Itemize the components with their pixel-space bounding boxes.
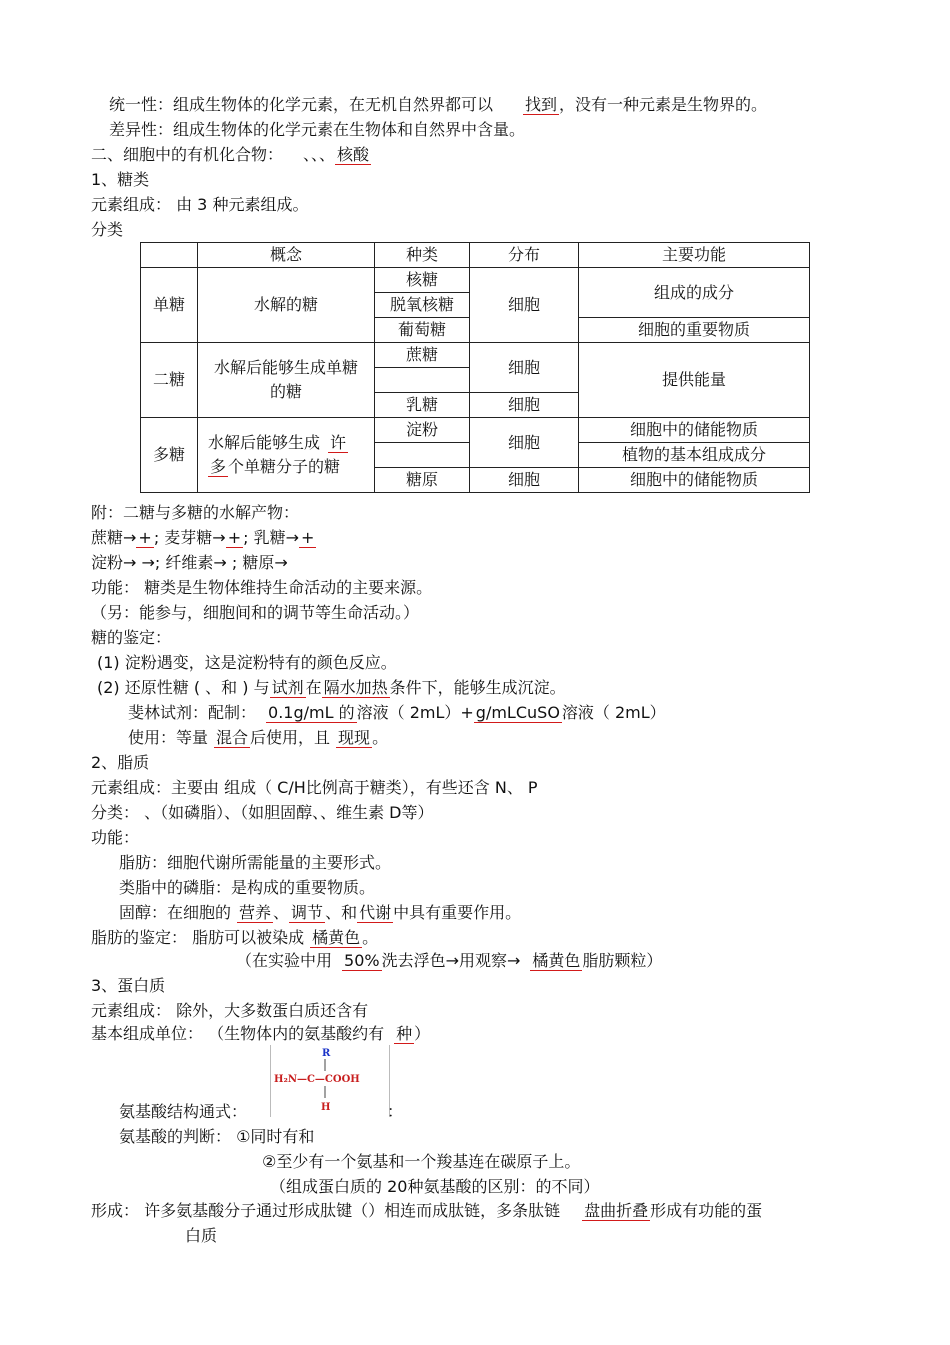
sugar-elements: 元素组成： 由 3 种元素组成。 (91, 195, 309, 214)
function-cell: 提供能量 (579, 343, 810, 418)
kind-cell (375, 368, 470, 393)
text: 蔗糖→ (91, 528, 137, 547)
distribution-cell: 细胞 (470, 468, 579, 493)
text: 统一性：组成生物体的化学元素，在无机自然界都可以 (109, 95, 494, 114)
text: 。 (362, 928, 379, 947)
text: 后使用，且 (250, 728, 331, 747)
category-cell: 单糖 (141, 268, 198, 343)
fehling-usage (128, 727, 388, 749)
distribution-cell: 细胞 (470, 343, 579, 393)
text: 溶液（ 2mL） (561, 703, 666, 722)
underlined-answer: 代谢 (359, 903, 392, 922)
text: 溶液（ 2mL）+ (356, 703, 474, 722)
header-cell: 种类 (375, 243, 470, 268)
text: 、 (273, 903, 290, 922)
appendix-line: 附：二糖与多糖的水解产物： (91, 503, 300, 522)
lipid-elements: 元素组成：主要由 组成（ C/H比例高于糖类），有些还含 N、 P (91, 778, 538, 797)
fat-identification (91, 927, 378, 949)
amino-acid-judgement: 氨基酸的判断： ①同时有和 (119, 1127, 315, 1146)
text: ; 麦芽糖→ (153, 528, 226, 547)
table-row (141, 268, 810, 293)
kind-cell: 乳糖 (375, 393, 470, 418)
text: 脂肪的鉴定： 脂肪可以被染成 (91, 928, 305, 947)
underlined-answer: 多 (210, 457, 227, 476)
disaccharide-products (91, 527, 316, 549)
reducing-sugar-test (97, 677, 566, 699)
text: 固醇：在细胞的 (119, 903, 232, 922)
kind-cell: 葡萄糖 (375, 318, 470, 343)
underlined-answer: + (301, 528, 315, 547)
text: 水解后能够生成单糖的糖 (213, 358, 358, 401)
protein-unit (91, 1023, 430, 1045)
underlined-answer: 种 (396, 1024, 413, 1043)
difference-line: 差异性：组成生物体的化学元素在生物体和自然界中含量。 (109, 120, 526, 139)
text: ，没有一种元素是生物界的。 (559, 95, 768, 114)
protein-formation-cont: 白质 (185, 1226, 218, 1245)
text: 、和 (325, 903, 358, 922)
sterol-function (119, 902, 521, 924)
sugar-identification-heading: 糖的鉴定： (91, 628, 172, 647)
heading-protein: 3、蛋白质 (91, 976, 166, 995)
function-cell: 细胞中的储能物质 (579, 468, 810, 493)
text: 水解后能够生成 (208, 433, 321, 452)
lipid-classification: 分类： 、（如磷脂）、（如胆固醇、、维生素 D等） (91, 803, 434, 822)
text: 斐林试剂：配制： (128, 703, 257, 722)
section-heading-organic (91, 144, 371, 166)
underlined-answer: 橘黄色 (532, 951, 581, 970)
underlined-answer: 核酸 (337, 145, 370, 164)
function-cell: 组成的成分 (579, 268, 810, 318)
kind-cell: 脱氧核糖 (375, 293, 470, 318)
text: 、、、 (303, 145, 336, 164)
text: 形成有功能的蛋 (650, 1201, 763, 1220)
underlined-answer: 调节 (291, 903, 324, 922)
amino-acid-difference: （组成蛋白质的 20种氨基酸的区别：的不同） (270, 1177, 600, 1196)
phospholipid-function: 类脂中的磷脂：是构成的重要物质。 (119, 878, 376, 897)
underlined-answer: 0.1g/mL 的 (268, 703, 355, 722)
underlined-answer: 现现 (338, 728, 371, 747)
sugar-classification-table (140, 242, 810, 493)
concept-cell (198, 343, 375, 418)
distribution-cell: 细胞 (470, 418, 579, 468)
category-cell: 二糖 (141, 343, 198, 418)
polysaccharide-products: 淀粉→ →; 纤维素→ ; 糖原→ (91, 553, 288, 572)
header-cell: 主要功能 (579, 243, 810, 268)
starch-test: (1) 淀粉遇变，这是淀粉特有的颜色反应。 (97, 653, 397, 672)
heading-lipid: 2、脂质 (91, 753, 150, 772)
sugar-function: 功能： 糖类是生物体维持生命活动的主要来源。 (91, 578, 433, 597)
text: （在实验中用 (236, 951, 333, 970)
underlined-answer: 盘曲折叠 (584, 1201, 649, 1220)
header-cell: 分布 (470, 243, 579, 268)
sugar-function-note: （另：能参与，细胞间和的调节等生命活动。） (91, 603, 420, 622)
kind-cell: 蔗糖 (375, 343, 470, 368)
text: ; 乳糖→ (243, 528, 300, 547)
text: (2) 还原性糖 ( 、和 ) 与 (97, 678, 270, 697)
amino-acid-formula-label (119, 1101, 403, 1123)
fat-function: 脂肪：细胞代谢所需能量的主要形式。 (119, 853, 392, 872)
kind-cell: 核糖 (375, 268, 470, 293)
amino-acid-judgement-2: ②至少有一个氨基和一个羧基连在碳原子上。 (262, 1152, 581, 1171)
formula-h: H (321, 1102, 331, 1113)
underlined-answer: 混合 (216, 728, 249, 747)
text: 基本组成单位： （生物体内的氨基酸约有 (91, 1024, 385, 1043)
underlined-answer: 找到 (525, 95, 558, 114)
header-cell: 概念 (198, 243, 375, 268)
text: 二、细胞中的有机化合物： (91, 145, 284, 164)
function-cell: 细胞中的储能物质 (579, 418, 810, 443)
text: ： (387, 1102, 404, 1121)
fehling-preparation (128, 702, 666, 724)
text: ） (414, 1024, 431, 1043)
lipid-function-heading: 功能： (91, 828, 140, 847)
text: 条件下，能够生成沉淀。 (389, 678, 566, 697)
text: 在 (305, 678, 322, 697)
underlined-answer: 营养 (239, 903, 272, 922)
text: 个单糖分子的糖 (228, 457, 341, 476)
underlined-answer: 隔水加热 (323, 678, 388, 697)
text: 。 (372, 728, 389, 747)
underlined-answer: + (138, 528, 152, 547)
protein-elements: 元素组成： 除外，大多数蛋白质还含有 (91, 1001, 369, 1020)
heading-sugar: 1、糖类 (91, 170, 150, 189)
unity-line (109, 94, 767, 116)
text: 形成： 许多氨基酸分子通过形成肽键（）相连而成肽链，多条肽链 (91, 1201, 561, 1220)
protein-formation (91, 1200, 762, 1222)
kind-cell (375, 443, 470, 468)
formula-r: R (322, 1048, 331, 1059)
category-cell: 多糖 (141, 418, 198, 493)
underlined-answer: g/mLCuSO (475, 703, 560, 722)
table-row (141, 418, 810, 443)
fat-experiment-note (236, 950, 662, 972)
distribution-cell: 细胞 (470, 268, 579, 343)
sugar-classification-label: 分类 (91, 220, 124, 239)
distribution-cell: 细胞 (470, 393, 579, 418)
text: 脂肪颗粒） (582, 951, 663, 970)
concept-cell (198, 418, 375, 493)
table-row (141, 343, 810, 368)
kind-cell: 淀粉 (375, 418, 470, 443)
underlined-answer: 50% (344, 951, 380, 970)
text: 洗去浮色→用观察→ (381, 951, 521, 970)
function-cell: 植物的基本组成成分 (579, 443, 810, 468)
formula-main: H₂N—C—COOH (274, 1074, 360, 1085)
kind-cell: 糖原 (375, 468, 470, 493)
text: 使用：等量 (128, 728, 209, 747)
underlined-answer: 试剂 (271, 678, 304, 697)
underlined-answer: 许 (330, 433, 347, 452)
underlined-answer: 橘黄色 (312, 928, 361, 947)
header-cell (141, 243, 198, 268)
table-header-row (141, 243, 810, 268)
function-cell: 细胞的重要物质 (579, 318, 810, 343)
underlined-answer: + (227, 528, 242, 547)
concept-cell: 水解的糖 (198, 268, 375, 343)
text: 中具有重要作用。 (393, 903, 522, 922)
text: 氨基酸结构通式： (119, 1102, 248, 1121)
